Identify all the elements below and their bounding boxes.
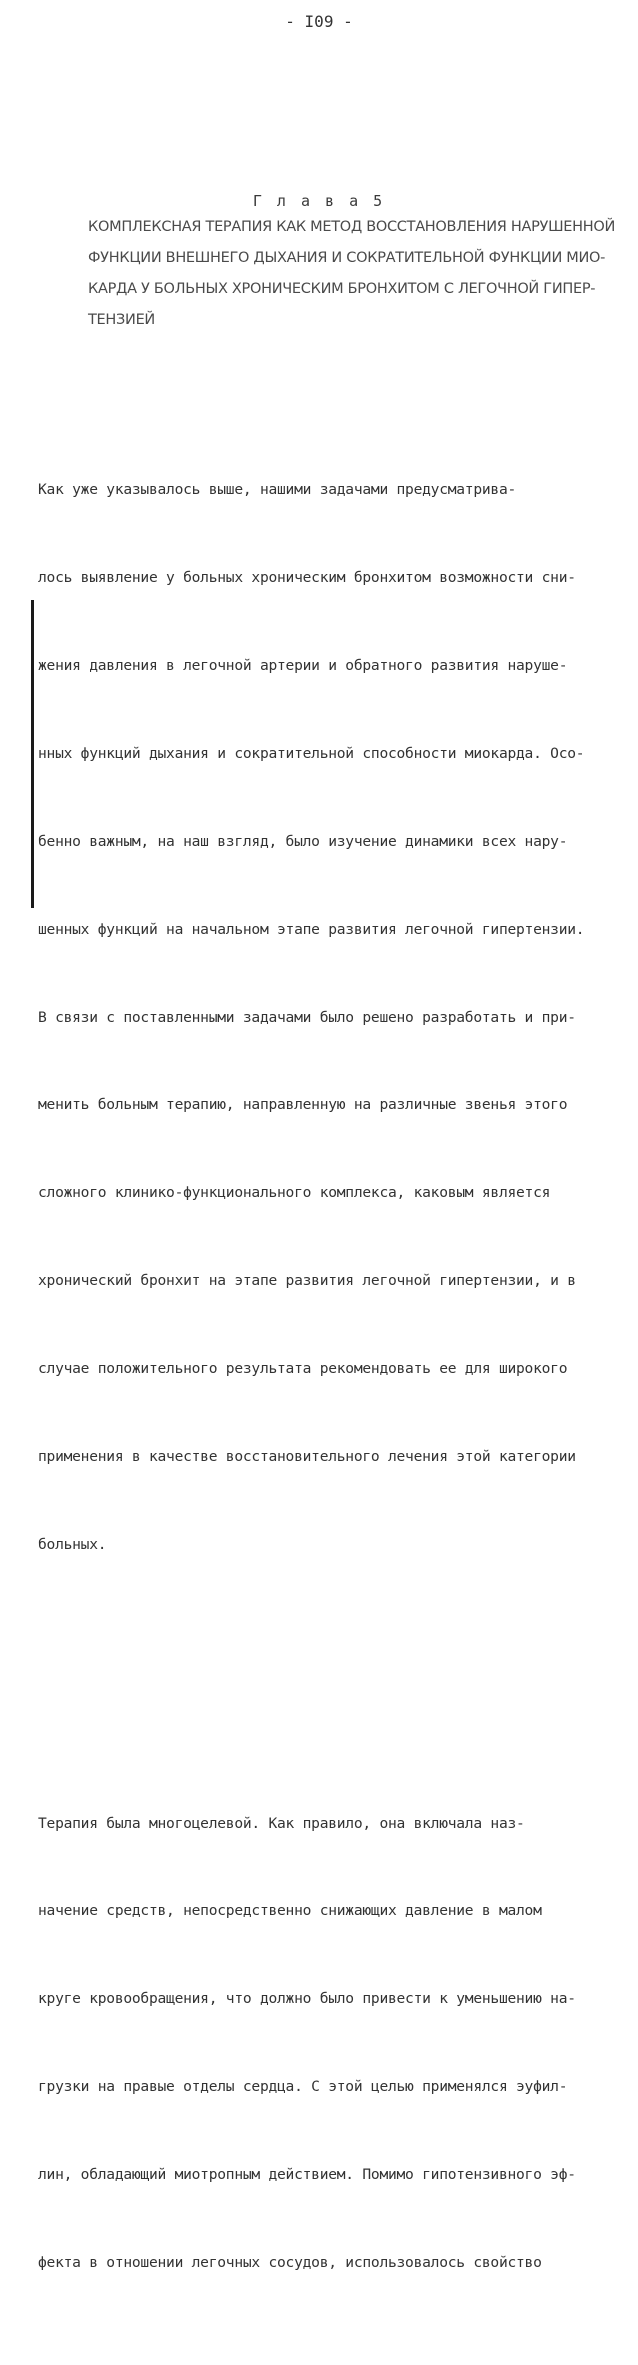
text-line: сложного клинико-функционального комплекса, каковым является <box>38 1184 551 1202</box>
text-line: шенных функций на начальном этапе развития легочной гипертензии. <box>38 920 585 938</box>
text-line: нных функций дыхания и сократительной способности миокарда. Осо- <box>38 744 585 762</box>
text-line: случае положительного результата рекомендовать ее для широкого <box>38 1360 568 1378</box>
text-line: применения в качестве восстановительного лечения этой категории <box>38 1447 576 1465</box>
page-number: - I09 - <box>285 12 353 31</box>
chapter-title-line: ТЕНЗИЕЙ <box>88 312 155 328</box>
text-line: грузки на правые отделы сердца. С этой целью применялся эуфил- <box>38 2078 568 2096</box>
chapter-title <box>88 212 616 336</box>
text-line: начение средств, непосредственно снижающих давление в малом <box>38 1902 542 1920</box>
text-line: круге кровообращения, что должно было привести к уменьшению на- <box>38 1990 576 2008</box>
text-line: фекта в отношении легочных сосудов, использовалось свойство <box>38 2254 542 2271</box>
text-line: лин, обладающий миотропным действием. Помимо гипотензивного эф- <box>38 2166 576 2184</box>
chapter-label: Г л а в а 5 <box>252 192 386 210</box>
text-line: жения давления в легочной артерии и обратного развития наруше- <box>38 656 568 674</box>
text-line: менить больным терапию, направленную на различные звенья этого <box>38 1096 568 1114</box>
text-line: Терапия была многоцелевой. Как правило, она включала наз- <box>38 1814 525 1832</box>
text-line: В связи с поставленными задачами было решено разработать и при- <box>38 1008 576 1026</box>
text-line: больных. <box>38 1535 107 1553</box>
paragraph-1 <box>38 417 598 1618</box>
text-line: лось выявление у больных хроническим бронхитом возможности сни- <box>38 569 576 587</box>
body-text <box>38 358 598 2365</box>
paragraph-2 <box>38 1750 598 2336</box>
chapter-title-line: КАРДА У БОЛЬНЫХ ХРОНИЧЕСКИМ БРОНХИТОМ С ЛЕГОЧНОЙ ГИПЕР- <box>88 281 596 297</box>
text-line: Как уже указывалось выше, нашими задачами предусматрива- <box>38 481 517 499</box>
text-line: бенно важным, на наш взгляд, было изучение динамики всех нару- <box>38 832 568 850</box>
text-line: хронический бронхит на этапе развития легочной гипертензии, и в <box>38 1272 576 1290</box>
margin-rule <box>31 600 34 908</box>
chapter-title-line: ФУНКЦИИ ВНЕШНЕГО ДЫХАНИЯ И СОКРАТИТЕЛЬНОЙ ФУНКЦИИ МИО- <box>88 250 606 266</box>
chapter-title-line: КОМПЛЕКСНАЯ ТЕРАПИЯ КАК МЕТОД ВОССТАНОВЛЕНИЯ НАРУШЕННОЙ <box>88 219 616 235</box>
